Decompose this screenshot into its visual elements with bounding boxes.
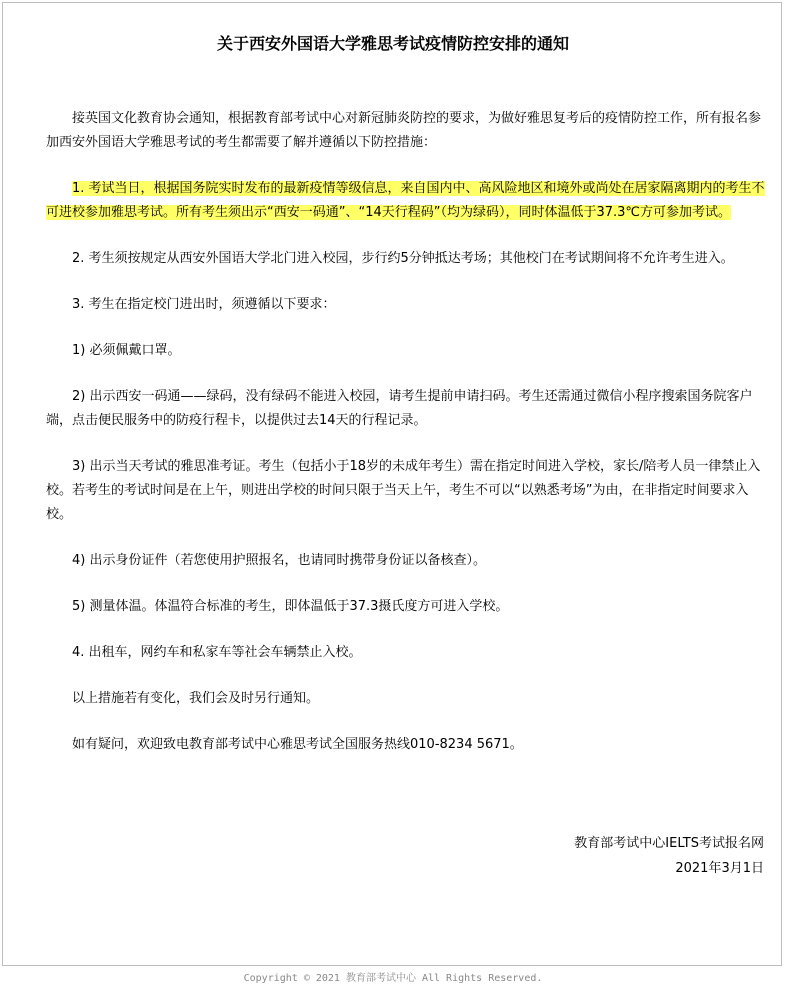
requirement-2: 2) 出示西安一码通——绿码，没有绿码不能进入校园，请考生提前申请扫码。考生还需通过微信小程序搜索国务院客户端，点击便民服务中的防疫行程卡，以提供过去14天的行程记录。 — [46, 389, 753, 428]
signature-block — [574, 831, 764, 881]
copyright-footer: Copyright © 2021 教育部考试中心 All Rights Reserved. — [243, 973, 543, 984]
contact-paragraph: 如有疑问，欢迎致电教育部考试中心雅思考试全国服务热线010-8234 5671。 — [72, 737, 523, 752]
requirement-3: 3) 出示当天考试的雅思准考证。考生（包括小于18岁的未成年考生）需在指定时间进入学校，家长/陪考人员一律禁止入校。若考生的考试时间是在上午，则进出学校的时间只限于当天上午，考生不可以“以熟悉考场”为由，在非指定时间要求入校。 — [46, 459, 761, 522]
signature-date: 2021年3月1日 — [675, 861, 764, 876]
highlighted-text: 1. 考试当日，根据国务院实时发布的最新疫情等级信息，来自国内中、高风险地区和境外或尚处在居家隔离期内的考生不可进校参加雅思考试。所有考生须出示“西安一码通”、“14天行程码”（均为绿码），同时体温低于37.3℃方可参加考试。 — [46, 181, 765, 220]
document-frame — [2, 2, 782, 966]
signature-org: 教育部考试中心IELTS考试报名网 — [574, 836, 764, 851]
requirement-4: 4) 出示身份证件（若您使用护照报名，也请同时携带身份证以备核查）。 — [72, 553, 486, 568]
page-title: 关于西安外国语大学雅思考试疫情防控安排的通知 — [216, 34, 569, 53]
measure-item-4: 4. 出租车，网约车和私家车等社会车辆禁止入校。 — [72, 645, 362, 660]
measure-item-3: 3. 考生在指定校门进出时，须遵循以下要求： — [72, 297, 336, 312]
notice-body — [46, 107, 769, 779]
closing-paragraph: 以上措施若有变化，我们会及时另行通知。 — [72, 691, 320, 706]
measure-item-2: 2. 考生须按规定从西安外国语大学北门进入校园，步行约5分钟抵达考场；其他校门在考试期间将不允许考生进入。 — [72, 251, 734, 266]
measure-item-1 — [46, 177, 769, 225]
requirement-5: 5) 测量体温。体温符合标准的考生，即体温低于37.3摄氏度方可进入学校。 — [72, 599, 509, 614]
intro-paragraph: 接英国文化教育协会通知，根据教育部考试中心对新冠肺炎防控的要求，为做好雅思复考后的疫情防控工作，所有报名参加西安外国语大学雅思考试的考生都需要了解并遵循以下防控措施： — [46, 111, 762, 150]
requirement-1: 1) 必须佩戴口罩。 — [72, 343, 181, 358]
